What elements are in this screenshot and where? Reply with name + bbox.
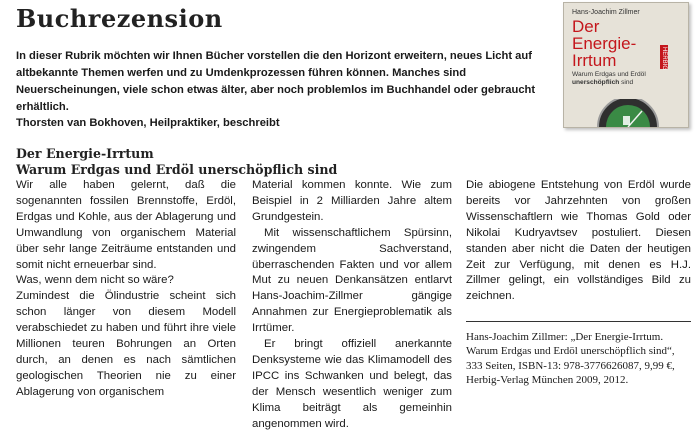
book-cover-subtitle-line: Warum Erdgas und Erdöl [572, 71, 646, 78]
article-paragraph: Material kommen konnte. Wie zum Beispiel in 2 Milliarden Jahre altem Grundgestein. [252, 179, 452, 223]
article-paragraph: Was, wenn dem nicht so wäre? [16, 274, 174, 287]
article-paragraph: Mit wissenschaftlichem Spürsinn, zwingendem Sachverstand, überraschenden Fakten und vor allem Mut zu neuen Denkansätzen entlarvt Hans-Joachim-Zillmer gängige Annahmen zur Energieproblematik als Irrtümer. [252, 226, 452, 335]
article-heading-subtitle: Warum Erdgas und Erdöl unerschöpflich sind [16, 162, 338, 177]
article-heading-title: Der Energie-Irrtum [16, 146, 154, 161]
article-paragraph: Die abiogene Entstehung von Erdöl wurde bereits vor Jahrzehnten von großen Wissenschaftlern wie Thomas Gold oder Nikolai Kudryavtsev postuliert. Diesen standen aber nicht die Daten der heutigen Zeit zur Verfügung, mit denen es H.J. Zillmer gelingt, ein vollständiges Bild zu zeichnen. [466, 179, 691, 303]
book-cover-subtitle-line: sind [621, 79, 634, 86]
article-column-3 [466, 178, 691, 305]
reviewer-byline: Thorsten van Bokhoven, Heilpraktiker, beschreibt [16, 117, 280, 129]
article-column-2 [252, 178, 452, 433]
reference-divider [466, 321, 691, 322]
intro-paragraph: In dieser Rubrik möchten wir Ihnen Bücher vorstellen die den Horizont erweitern, neues Licht auf altbekannte Themen werfen und zu Umdenkprozessen führen können. Manches sind Neuerscheinungen, viele schon etwas älter, aber noch problemlos im Buchhandel oder gebraucht erhältlich. [16, 50, 536, 113]
book-cover [563, 2, 689, 128]
article-paragraph: Wir alle haben gelernt, daß die sogenannten fossilen Brennstoffe, Erdöl, Erdgas und Kohle, aus der Ablagerung und Umwandlung von organischem Material über sehr lange Zeiträume entstanden und somit nicht erneuerbar sind. [16, 179, 236, 271]
book-reference: Hans-Joachim Zillmer: „Der Energie-Irrtum. Warum Erdgas und Erdöl unerschöpflich sind“, 333 Seiten, ISBN-13: 978-3776626087, 9,99 €, Herbig-Verlag München 2009, 2012. [466, 331, 675, 387]
gauge-icon [576, 99, 680, 127]
article-heading [16, 146, 456, 178]
article-paragraph: Zumindest die Ölindustrie scheint sich schon länger von diesem Modell verabschiedet zu haben und führt ihre viele Millionen teuren Bohrungen an Orten durch, an denen es nach sämtlichen geologischen Theorien nie zu einer Ablagerung von organischem [16, 290, 236, 398]
book-cover-subtitle [572, 71, 668, 87]
page-title: Buchrezension [16, 4, 223, 33]
book-cover-title [572, 18, 636, 69]
book-cover-title-line: Energie- [572, 34, 637, 53]
book-cover-title-line: Der [572, 17, 600, 36]
book-cover-title-line: Irrtum [572, 51, 617, 70]
book-cover-publisher: HERBIG [661, 47, 667, 71]
article-column-1 [16, 178, 236, 401]
book-cover-author: Hans-Joachim Zillmer [572, 9, 640, 16]
book-cover-subtitle-line: unerschöpflich [572, 79, 620, 86]
article-paragraph: Er bringt offiziell anerkannte Denksysteme wie das Klimamodell des IPCC ins Schwanken und belegt, das der Mensch wesentlich weniger zum Klima beiträgt als gemeinhin angenommen wird. [252, 338, 452, 430]
